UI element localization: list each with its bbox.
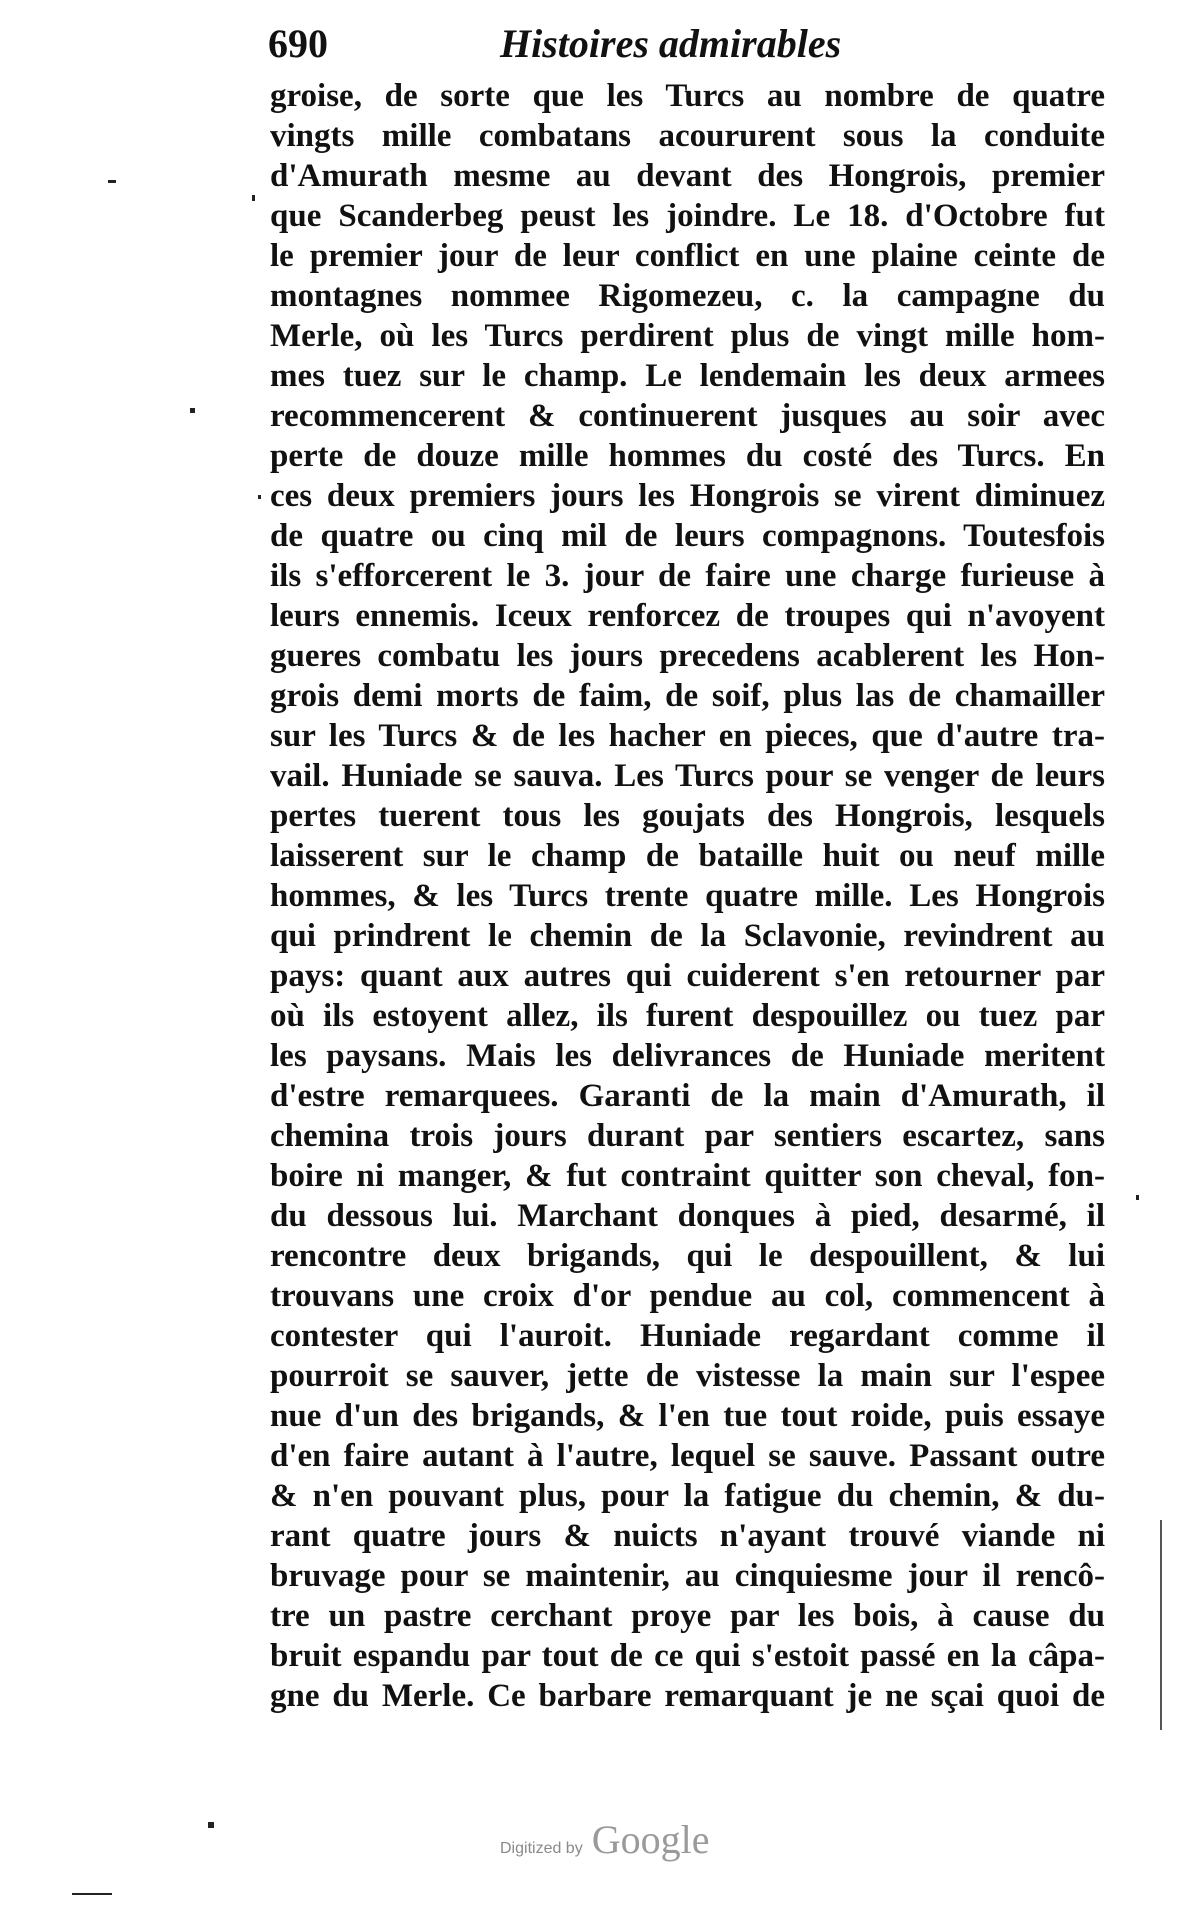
running-title: Histoires admirables [500,21,842,66]
text-line: Merle, où les Turcs perdirent plus de vingt mille hom- [270,318,1105,354]
text-line: de quatre ou cinq mil de leurs compagnons. Toutesfois [270,518,1105,554]
digitization-watermark [500,1815,800,1865]
text-line: leurs ennemis. Iceux renforcez de troupes qui n'avoyent [270,598,1105,634]
text-line: chemina trois jours durant par sentiers escartez, sans [270,1118,1105,1154]
text-line: ils s'efforcerent le 3. jour de faire une charge furieuse à [270,558,1105,594]
text-line: vail. Huniade se sauva. Les Turcs pour se venger de leurs [270,758,1105,794]
margin-speck [252,195,255,201]
text-line: rencontre deux brigands, qui le despouillent, & lui [270,1238,1105,1274]
text-line: montagnes nommee Rigomezeu, c. la campagne du [270,278,1105,314]
text-line: gueres combatu les jours precedens acablerent les Hon- [270,638,1105,674]
text-line: rant quatre jours & nuicts n'ayant trouvé viande ni [270,1518,1105,1554]
digitized-by-label: Digitized by [500,1840,583,1857]
text-line: le premier jour de leur conflict en une plaine ceinte de [270,238,1105,274]
text-line: mes tuez sur le champ. Le lendemain les deux armees [270,358,1105,394]
text-line: trouvans une croix d'or pendue au col, commencent à [270,1278,1105,1314]
margin-speck [108,180,116,183]
text-line: nue d'un des brigands, & l'en tue tout roide, puis essaye [270,1398,1105,1434]
page-edge-line [1160,1520,1162,1730]
text-line: & n'en pouvant plus, pour la fatigue du chemin, & du- [270,1478,1105,1514]
text-line: d'estre remarquees. Garanti de la main d'Amurath, il [270,1078,1105,1114]
text-line: d'Amurath mesme au devant des Hongrois, premier [270,158,1105,194]
text-line: contester qui l'auroit. Huniade regardant comme il [270,1318,1105,1354]
margin-speck [1136,1195,1139,1200]
margin-speck [208,1822,214,1828]
text-line: perte de douze mille hommes du costé des Turcs. En [270,438,1105,474]
text-line: bruvage pour se maintenir, au cinquiesme jour il rencô- [270,1558,1105,1594]
text-line: hommes, & les Turcs trente quatre mille. Les Hongrois [270,878,1105,914]
text-line: sur les Turcs & de les hacher en pieces, que d'autre tra- [270,718,1105,754]
text-line: laisserent sur le champ de bataille huit ou neuf mille [270,838,1105,874]
text-line: où ils estoyent allez, ils furent despouillez ou tuez par [270,998,1105,1034]
margin-speck [258,495,261,499]
text-line: boire ni manger, & fut contraint quitter son cheval, fon- [270,1158,1105,1194]
text-line: bruit espandu par tout de ce qui s'estoit passé en la câpa- [270,1638,1105,1674]
text-line: tre un pastre cerchant proye par les bois, à cause du [270,1598,1105,1634]
text-line: pertes tuerent tous les goujats des Hongrois, lesquels [270,798,1105,834]
text-line: pourroit se sauver, jette de vistesse la main sur l'espee [270,1358,1105,1394]
text-line: les paysans. Mais les delivrances de Huniade meritent [270,1038,1105,1074]
body-text [270,76,1105,1716]
text-line: d'en faire autant à l'autre, lequel se sauve. Passant outre [270,1438,1105,1474]
page-header [268,18,888,70]
text-line: ces deux premiers jours les Hongrois se virent diminuez [270,478,1105,514]
text-line: recommencerent & continuerent jusques au soir avec [270,398,1105,434]
margin-rule [72,1893,112,1895]
text-line: que Scanderbeg peust les joindre. Le 18. d'Octobre fut [270,198,1105,234]
google-logo-text: Google [591,1817,710,1862]
text-line: vingts mille combatans acoururent sous la conduite [270,118,1105,154]
text-line: pays: quant aux autres qui cuiderent s'en retourner par [270,958,1105,994]
text-line: qui prindrent le chemin de la Sclavonie, revindrent au [270,918,1105,954]
page-number: 690 [268,21,328,66]
text-line: du dessous lui. Marchant donques à pied, desarmé, il [270,1198,1105,1234]
text-line: groise, de sorte que les Turcs au nombre de quatre [270,78,1105,114]
text-line: gne du Merle. Ce barbare remarquant je ne sçai quoi de [270,1678,1105,1714]
margin-speck [190,408,195,413]
text-line: grois demi morts de faim, de soif, plus las de chamailler [270,678,1105,714]
